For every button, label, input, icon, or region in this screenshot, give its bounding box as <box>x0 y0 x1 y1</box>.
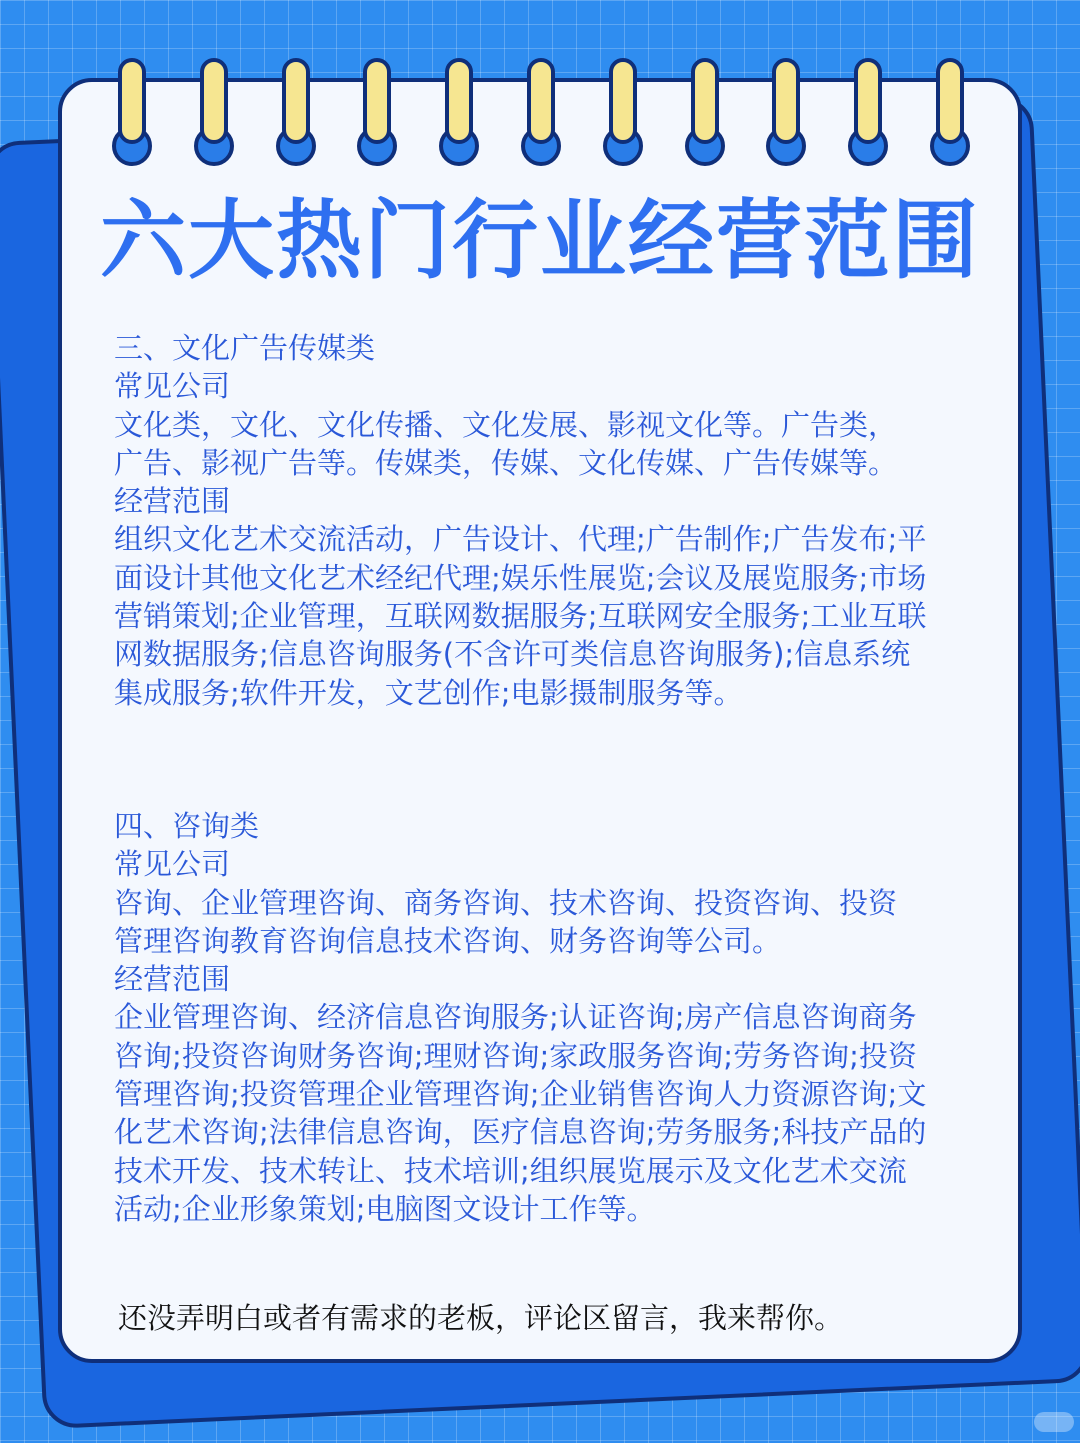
binder-ring <box>848 58 888 166</box>
companies-line: 管理咨询教育咨询信息技术咨询、财务咨询等公司。 <box>114 923 782 958</box>
binder-ring <box>930 58 970 166</box>
ring-loop <box>200 58 228 144</box>
scope-line: 企业管理咨询、经济信息咨询服务;认证咨询;房产信息咨询商务 <box>114 1000 917 1035</box>
scope-label: 经营范围 <box>114 962 231 997</box>
scope-line: 化艺术咨询;法律信息咨询，医疗信息咨询;劳务服务;科技产品的 <box>114 1115 927 1150</box>
binder-ring <box>112 58 152 166</box>
scope-line: 组织文化艺术交流活动，广告设计、代理;广告制作;广告发布;平 <box>114 522 927 557</box>
watermark-badge <box>1034 1412 1074 1432</box>
binder-ring <box>685 58 725 166</box>
scope-line: 咨询;投资咨询财务咨询;理财咨询;家政服务咨询;劳务咨询;投资 <box>114 1038 917 1073</box>
companies-label: 常见公司 <box>114 369 231 404</box>
ring-loop <box>609 58 637 144</box>
binder-ring <box>521 58 561 166</box>
scope-line: 面设计其他文化艺术经纪代理;娱乐性展览;会议及展览服务;市场 <box>114 560 927 595</box>
scope-line: 网数据服务;信息咨询服务(不含许可类信息咨询服务);信息系统 <box>114 637 911 672</box>
binder-ring <box>357 58 397 166</box>
scope-line: 活动;企业形象策划;电脑图文设计工作等。 <box>114 1191 656 1226</box>
binder-ring <box>439 58 479 166</box>
scope-line: 集成服务;软件开发，文艺创作;电影摄制服务等。 <box>114 675 743 710</box>
ring-loop <box>527 58 555 144</box>
ring-loop <box>691 58 719 144</box>
binder-ring <box>194 58 234 166</box>
ring-loop <box>363 58 391 144</box>
call-to-action-text: 还没弄明白或者有需求的老板，评论区留言，我来帮你。 <box>118 1301 844 1335</box>
scope-line: 管理咨询;投资管理企业管理咨询;企业销售咨询人力资源咨询;文 <box>114 1077 927 1112</box>
page-title: 六大热门行业经营范围 <box>100 191 980 291</box>
scope-line: 技术开发、技术转让、技术培训;组织展览展示及文化艺术交流 <box>114 1153 907 1188</box>
section-heading: 三、文化广告传媒类 <box>114 331 376 365</box>
binder-ring <box>766 58 806 166</box>
binder-ring <box>603 58 643 166</box>
scope-label: 经营范围 <box>114 484 231 519</box>
binder-ring <box>276 58 316 166</box>
companies-label: 常见公司 <box>114 847 231 882</box>
ring-loop <box>118 58 146 144</box>
ring-loop <box>282 58 310 144</box>
companies-line: 广告、影视广告等。传媒类，传媒、文化传媒、广告传媒等。 <box>114 445 898 480</box>
section-consulting <box>114 807 994 1228</box>
section-culture-media <box>114 329 994 712</box>
ring-loop <box>936 58 964 144</box>
scope-line: 营销策划;企业管理，互联网数据服务;互联网安全服务;工业互联 <box>114 599 927 634</box>
companies-line: 咨询、企业管理咨询、商务咨询、技术咨询、投资咨询、投资 <box>114 885 898 920</box>
section-heading: 四、咨询类 <box>114 809 260 843</box>
ring-loop <box>445 58 473 144</box>
ring-loop <box>854 58 882 144</box>
ring-loop <box>772 58 800 144</box>
companies-line: 文化类，文化、文化传播、文化发展、影视文化等。广告类， <box>114 407 898 442</box>
